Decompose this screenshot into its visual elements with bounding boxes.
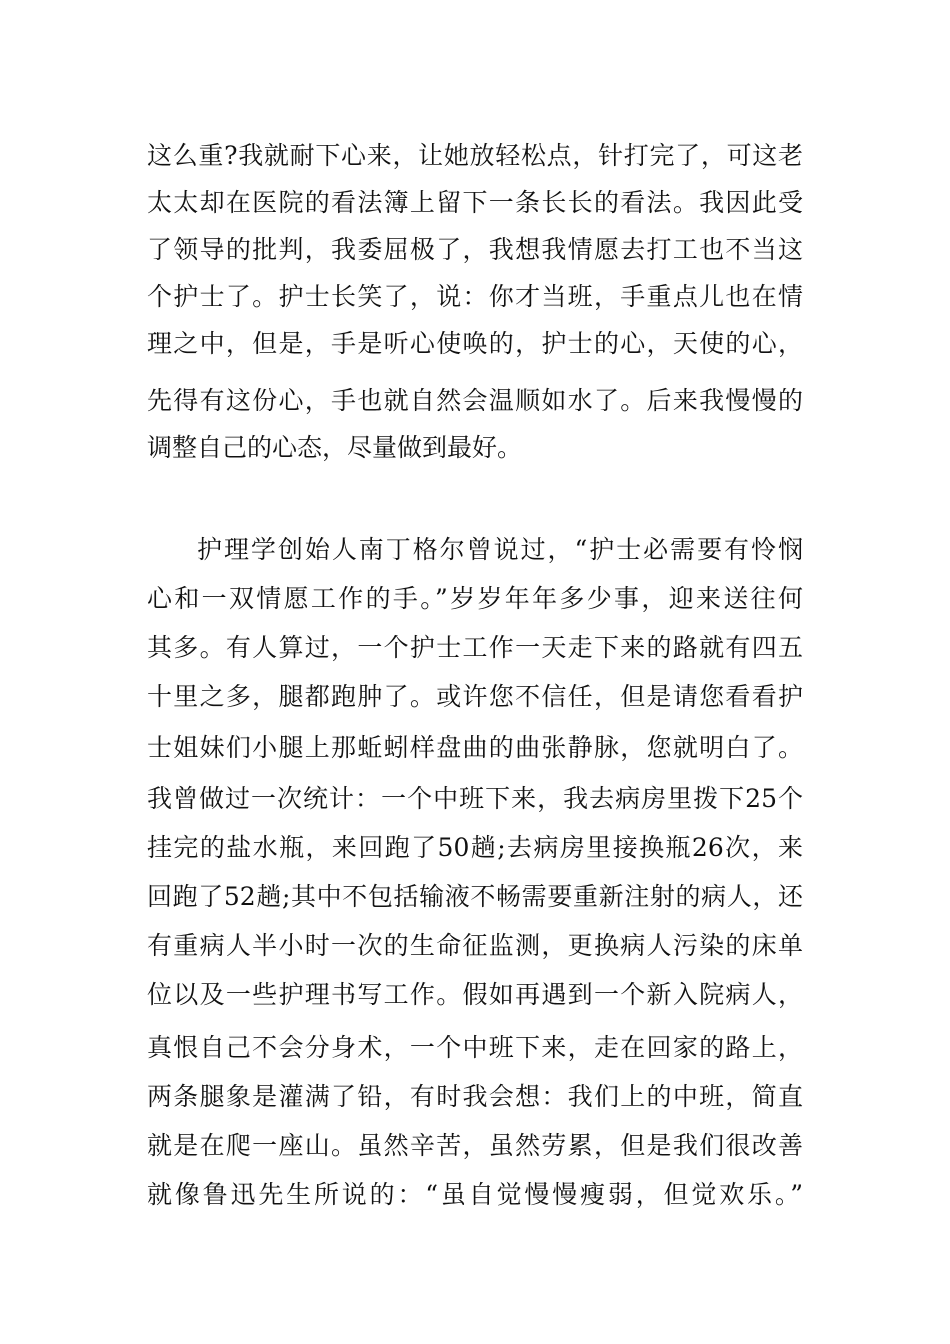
text-line: 个护士了。护士长笑了，说：你才当班，手重点儿也在情	[147, 282, 803, 311]
text-line: 调整自己的心态，尽量做到最好。	[147, 433, 523, 462]
text-line: 这么重?我就耐下心来，让她放轻松点，针打完了，可这老	[147, 141, 803, 170]
text-line: 位以及一些护理书写工作。假如再遇到一个新入院病人，	[147, 980, 803, 1009]
text-line: 两条腿象是灌满了铅，有时我会想：我们上的中班，简直	[147, 1082, 803, 1111]
text-line: 士姐妹们小腿上那蚯蚓样盘曲的曲张静脉，您就明白了。	[147, 733, 803, 762]
text-line: 理之中，但是，手是听心使唤的，护士的心，天使的心，	[147, 329, 803, 358]
text-line: 就是在爬一座山。虽然辛苦，虽然劳累，但是我们很改善	[147, 1131, 803, 1160]
text-line: 我曾做过一次统计：一个中班下来，我去病房里拨下25个	[147, 784, 803, 813]
text-line: 十里之多，腿都跑肿了。或许您不信任，但是请您看看护	[147, 682, 803, 711]
text-line: 就像鲁迅先生所说的：“虽自觉慢慢瘦弱，但觉欢乐。”	[147, 1180, 803, 1209]
text-line: 其多。有人算过，一个护士工作一天走下来的路就有四五	[147, 633, 803, 662]
text-line: 心和一双情愿工作的手。”岁岁年年多少事，迎来送往何	[147, 584, 803, 613]
text-line: 先得有这份心，手也就自然会温顺如水了。后来我慢慢的	[147, 386, 803, 415]
text-line: 挂完的盐水瓶，来回跑了50趟;去病房里接换瓶26次，来	[147, 833, 803, 862]
text-line: 太太却在医院的看法簿上留下一条长长的看法。我因此受	[147, 188, 803, 217]
text-line: 了领导的批判，我委屈极了，我想我情愿去打工也不当这	[147, 235, 803, 264]
text-line: 真恨自己不会分身术，一个中班下来，走在回家的路上，	[147, 1033, 803, 1062]
text-line: 有重病人半小时一次的生命征监测，更换病人污染的床单	[147, 931, 803, 960]
text-line: 护理学创始人南丁格尔曾说过，“护士必需要有怜悯	[197, 535, 803, 564]
text-line: 回跑了52趟;其中不包括输液不畅需要重新注射的病人，还	[147, 882, 803, 911]
